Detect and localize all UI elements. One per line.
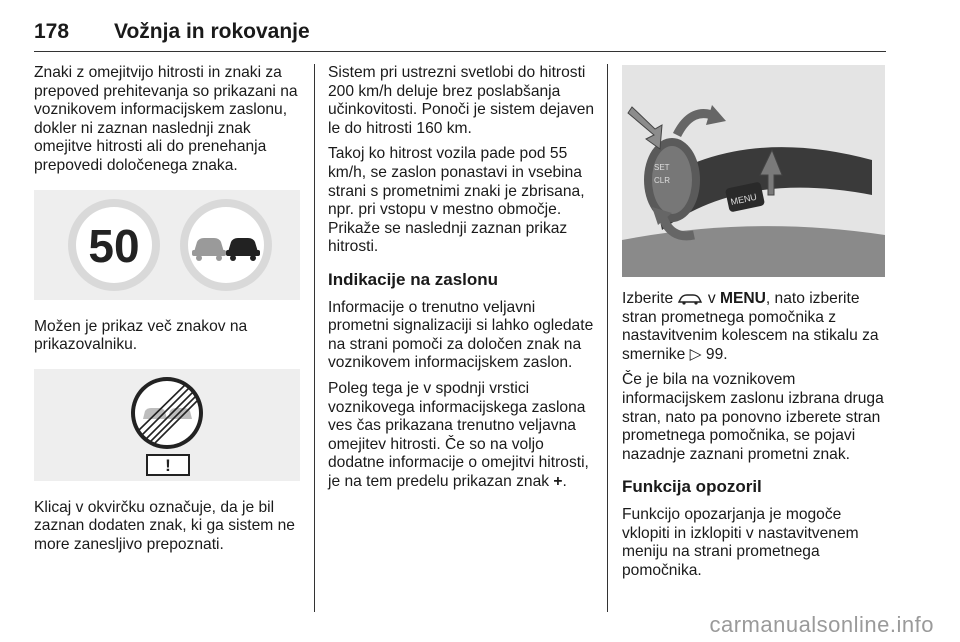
paragraph: Sistem pri ustrezni svetlobi do hitrosti 200 km/h deluje brez poslabšanja učinkovitosti. Ponoči je sistem dejaven le do hitrosti 160 km. [328, 64, 595, 137]
reference-triangle-icon: ▷ [689, 345, 702, 363]
paragraph: Informacije o trenutno veljavni prometni signalizaciji si lahko ogledate na strani pomoči za določen znak na voznikovem informacijskem zaslon. [328, 298, 594, 372]
traffic-signs-illustration [34, 190, 300, 300]
plus-symbol: + [553, 472, 563, 490]
page-number: 178 [34, 20, 70, 43]
car-icon [677, 290, 703, 307]
column-divider-1 [314, 64, 315, 612]
menu-keyword: MENU [719, 290, 766, 307]
paragraph-text: Poleg tega je v spodnji vrstici voznikovega informacijskega zaslona ves čas prikazana trenutno veljavna omejitev hitrosti. Če so na voljo dodatne informacije o omejitvi hitrosti, je na tem predelu prikazan znak [328, 379, 589, 490]
clr-label: CLR [654, 176, 671, 185]
speed-limit-value: 50 [88, 219, 140, 272]
paragraph: Funkcijo opozarjanja je mogoče vklopiti in izklopiti v nastavitvenem meniju na strani prometnega pomočnika. [622, 505, 859, 579]
paragraph: Znaki z omejitvijo hitrosti in znaki za prepoved prehitevanja so prikazani na voznikovem informacijskem zaslonu, dokler ni zaznan naslednji znak omejitve hitrosti ali do prenehanja prepovedi določenega znaka. [34, 64, 298, 174]
paragraph [622, 290, 888, 364]
end-of-restriction-illustration [34, 369, 300, 481]
chapter-title: Vožnja in rokovanje [114, 20, 310, 43]
paragraph: Takoj ko hitrost vozila pade pod 55 km/h, se zaslon ponastavi in vsebina strani s prometnimi znaki je zbrisana, npr. pri vstopu v mestno območje. Prikaže se naslednji zaznan prikaz hitrosti. [328, 145, 585, 256]
column-divider-2 [607, 64, 608, 612]
paragraph: Možen je prikaz več znakov na prikazovalniku. [34, 317, 248, 354]
section-heading: Indikacije na zaslonu [328, 269, 499, 289]
section-heading: Funkcija opozoril [622, 477, 762, 497]
end-no-overtaking-sign [34, 369, 300, 481]
paragraph-end: . [562, 472, 567, 490]
page-header [34, 20, 886, 50]
speed-and-no-overtaking-signs [34, 190, 300, 300]
paragraph-text: , nato izberite stran prometnega pomočnika z nastavitvenim kolescem na stikalu za smernike [622, 290, 879, 363]
column-1 [34, 64, 300, 562]
turn-signal-stalk-photo [622, 65, 885, 277]
paragraph [328, 380, 596, 492]
page-reference: 99. [701, 345, 728, 363]
unknown-sign-exclamation: ! [165, 455, 171, 475]
paragraph-text: v [703, 290, 720, 307]
column-2 [328, 64, 596, 498]
paragraph: Klicaj v okvirčku označuje, da je bil zaznan dodaten znak, ki ga sistem ne more zanesljivo prepoznati. [34, 498, 295, 553]
header-divider [34, 51, 886, 52]
set-label: SET [654, 163, 670, 172]
paragraph: Če je bila na voznikovem informacijskem zaslonu izbrana druga stran, nato pa ponovno izberete stran prometnega pomočnika, se pojavi nazadnje zaznani prometni znak. [622, 371, 884, 463]
menu-button-label: MENU [729, 191, 758, 207]
paragraph-text: Izberite [622, 290, 678, 307]
column-3 [622, 290, 888, 587]
watermark-logo: carmanualsonline.info [709, 612, 934, 637]
stalk-illustration [622, 65, 885, 277]
